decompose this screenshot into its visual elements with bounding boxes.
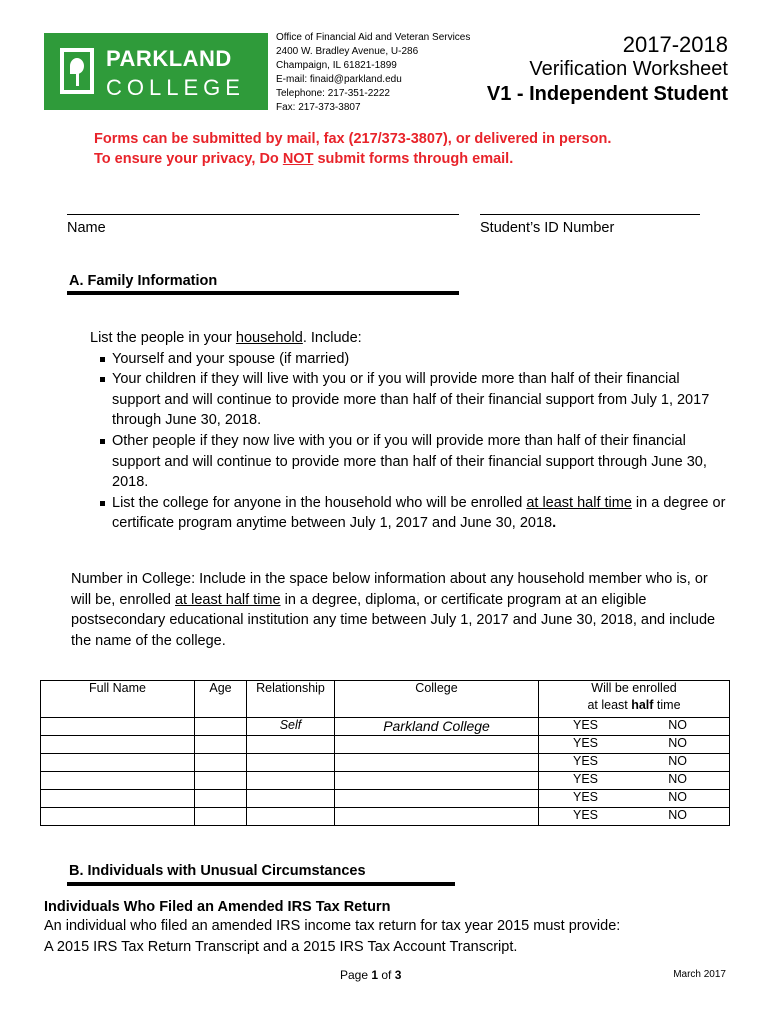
cell-college[interactable]: Parkland College <box>335 718 539 736</box>
leaf-icon <box>60 48 94 94</box>
cell-college[interactable] <box>335 772 539 790</box>
household-bullet <box>100 493 730 534</box>
amended-line: A 2015 IRS Tax Return Transcript and a 2015 IRS Tax Account Transcript. <box>44 938 518 955</box>
notice-text: To ensure your privacy, Do <box>94 151 283 167</box>
cell-relationship[interactable] <box>247 736 335 754</box>
no-option[interactable]: NO <box>668 736 687 750</box>
table-row <box>41 754 730 772</box>
household-instructions <box>90 328 730 534</box>
amended-return-text <box>44 916 744 957</box>
cell-relationship[interactable]: Self <box>247 718 335 736</box>
cell-enrolled <box>539 790 730 808</box>
enr-text: at least <box>587 698 632 712</box>
section-a-heading: A. Family Information <box>69 273 218 289</box>
yes-option[interactable]: YES <box>573 754 599 768</box>
page-total: 3 <box>394 968 402 982</box>
cell-college[interactable] <box>335 808 539 826</box>
col-college <box>335 681 539 718</box>
household-bullet: Your children if they will live with you or if you will provide more than half of their financial support and will continue to provide more than half of their financial support from July 1, 2017 through June 30, 2018. <box>100 369 730 431</box>
cell-relationship[interactable] <box>247 754 335 772</box>
cell-enrolled <box>539 772 730 790</box>
col-full-name: Full Name <box>41 681 195 718</box>
no-option[interactable]: NO <box>668 718 687 732</box>
section-b-heading: B. Individuals with Unusual Circumstances <box>69 863 366 879</box>
yes-option[interactable]: YES <box>573 736 599 750</box>
doc-year: 2017-2018 <box>622 32 728 57</box>
notice-line1: Forms can be submitted by mail, fax (217/373-3807), or delivered in person. <box>94 131 612 147</box>
amended-line: An individual who filed an amended IRS income tax return for tax year 2015 must provide: <box>44 918 621 934</box>
no-option[interactable]: NO <box>668 808 687 822</box>
cell-enrolled <box>539 718 730 736</box>
yes-option[interactable]: YES <box>573 772 599 786</box>
office-line: Champaign, IL 61821-1899 <box>276 60 397 71</box>
footer-date: March 2017 <box>673 969 726 980</box>
page-number <box>340 968 401 982</box>
no-option[interactable]: NO <box>668 754 687 768</box>
page-text: Page <box>340 968 372 982</box>
notice-emphasis: NOT <box>282 151 314 167</box>
cell-name[interactable] <box>41 718 195 736</box>
household-list <box>90 349 730 534</box>
notice-line2 <box>94 151 513 167</box>
enrolled-header-2 <box>539 698 729 712</box>
cell-age[interactable] <box>195 790 247 808</box>
office-phone: Telephone: 217-351-2222 <box>276 88 390 99</box>
office-email: E-mail: finaid@parkland.edu <box>276 74 402 85</box>
table-row <box>41 772 730 790</box>
household-table <box>40 680 730 826</box>
cell-enrolled <box>539 754 730 772</box>
doc-subtitle: V1 - Independent Student <box>486 83 728 105</box>
page-current: 1 <box>371 968 379 982</box>
col-enrolled <box>539 681 730 718</box>
cell-enrolled <box>539 808 730 826</box>
office-line: 2400 W. Bradley Avenue, U-286 <box>276 46 419 57</box>
cell-college[interactable] <box>335 790 539 808</box>
cell-relationship[interactable] <box>247 772 335 790</box>
cell-name[interactable] <box>41 772 195 790</box>
cell-name[interactable] <box>41 790 195 808</box>
cell-college[interactable] <box>335 736 539 754</box>
amended-return-heading: Individuals Who Filed an Amended IRS Tax Return <box>44 899 391 915</box>
table-row <box>41 808 730 826</box>
table-header-row <box>41 681 730 718</box>
yes-option[interactable]: YES <box>573 718 599 732</box>
cell-age[interactable] <box>195 808 247 826</box>
table-row <box>41 790 730 808</box>
table-row <box>41 718 730 736</box>
cell-relationship[interactable] <box>247 808 335 826</box>
number-in-college <box>71 569 731 651</box>
nic-text: Number in College: Include in the space below information about any household member who is, or will be, enrolled <box>71 571 708 608</box>
col-relationship: Relationship <box>247 681 335 718</box>
cell-age[interactable] <box>195 718 247 736</box>
notice-text: submit forms through email. <box>313 151 514 167</box>
household-bullet: Other people if they now live with you or if you will provide more than half of their financial support and will continue to provide more than half of their financial support through June 30, 2018. <box>100 431 730 493</box>
logo-word-college: COLLEGE <box>106 75 245 100</box>
cell-age[interactable] <box>195 754 247 772</box>
parkland-logo <box>44 33 268 110</box>
enrolled-header: Will be enrolled <box>591 681 677 695</box>
student-id-label: Student’s ID Number <box>480 220 615 236</box>
household-intro <box>90 328 730 349</box>
cell-name[interactable] <box>41 754 195 772</box>
logo-word-parkland: PARKLAND <box>106 46 232 71</box>
table-row <box>41 736 730 754</box>
cell-name[interactable] <box>41 808 195 826</box>
yes-option[interactable]: YES <box>573 808 599 822</box>
cell-enrolled <box>539 736 730 754</box>
cell-age[interactable] <box>195 736 247 754</box>
intro-text: . Include: <box>302 330 362 346</box>
cell-age[interactable] <box>195 772 247 790</box>
doc-title: Verification Worksheet <box>529 58 728 80</box>
enr-half: half <box>631 698 654 712</box>
nic-text: in a degree, diploma, or certificate program at an eligible postsecondary educational institution any time between July 1, 2017 and June 30, 2018, and include the name of the college. <box>71 591 716 649</box>
bullet-text: in a degree or certificate program anytime between July 1, 2017 and June 30, 2018 <box>112 494 726 532</box>
cell-college[interactable] <box>335 754 539 772</box>
office-line: Office of Financial Aid and Veteran Services <box>276 32 471 43</box>
household-bullet: Yourself and your spouse (if married) <box>100 349 730 370</box>
office-fax: Fax: 217-373-3807 <box>276 102 361 113</box>
cell-relationship[interactable] <box>247 790 335 808</box>
bullet-period: . <box>552 515 557 532</box>
college-header: College <box>415 681 458 695</box>
name-label: Name <box>67 220 106 236</box>
household-term: household <box>235 330 303 346</box>
bullet-text: List the college for anyone in the household who will be enrolled <box>112 494 527 511</box>
page-text: of <box>378 968 395 982</box>
yes-option[interactable]: YES <box>573 790 599 804</box>
cell-name[interactable] <box>41 736 195 754</box>
no-option[interactable]: NO <box>668 790 687 804</box>
enr-text: time <box>653 698 681 712</box>
name-field[interactable] <box>67 214 459 215</box>
section-b-rule <box>67 882 455 886</box>
col-age: Age <box>195 681 247 718</box>
section-a-rule <box>67 291 459 295</box>
no-option[interactable]: NO <box>668 772 687 786</box>
student-id-field[interactable] <box>480 214 700 215</box>
office-address <box>276 31 470 115</box>
half-time-term: at least half time <box>174 591 281 608</box>
intro-text: List the people in your <box>90 330 236 346</box>
half-time-term: at least half time <box>526 494 632 511</box>
